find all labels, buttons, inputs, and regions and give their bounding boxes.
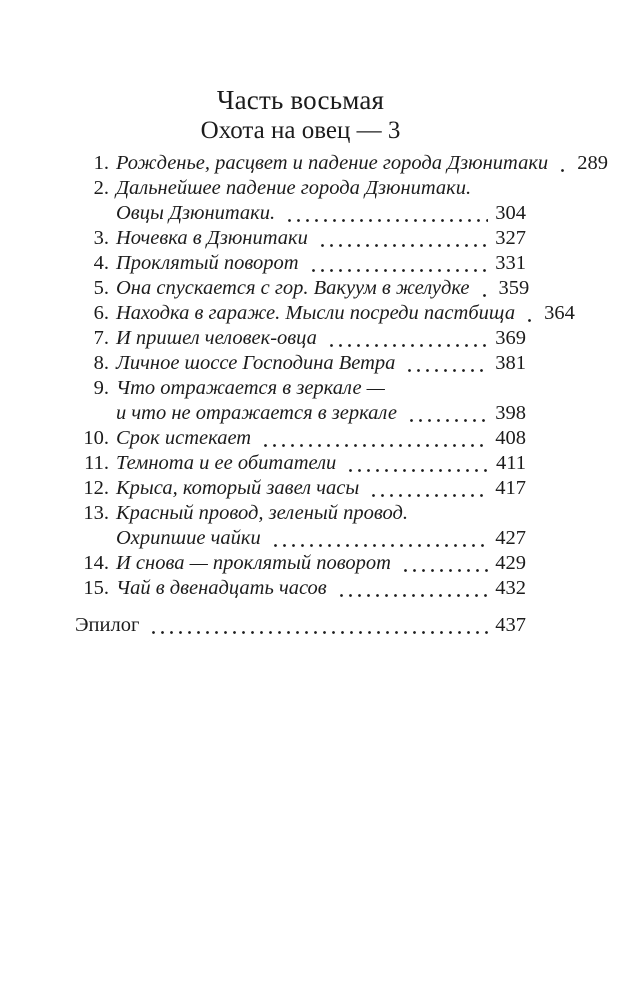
toc-entry-content xyxy=(116,251,526,276)
chapter-title: Темнота и ее обитатели xyxy=(116,452,337,474)
chapter-title: Ночевка в Дзюнитаки xyxy=(116,227,308,249)
page-number: 417 xyxy=(495,477,526,499)
toc-entry-line xyxy=(116,251,526,276)
toc-entry xyxy=(75,576,526,601)
dot-leader xyxy=(407,418,488,423)
toc-entry-line xyxy=(116,451,526,476)
part-title: Часть восьмая xyxy=(216,85,385,115)
page-number: 369 xyxy=(495,327,526,349)
toc-entry-number: 1. xyxy=(93,152,109,174)
page-number: 304 xyxy=(495,202,526,224)
dot-leader xyxy=(261,443,488,448)
dot-leader xyxy=(271,543,489,548)
page-number: 364 xyxy=(544,302,575,324)
chapter-title: Овцы Дзюнитаки. xyxy=(116,202,276,224)
toc-entry-line xyxy=(116,326,526,351)
toc-entry-line xyxy=(116,426,526,451)
toc-entry-number: 10. xyxy=(83,427,109,449)
chapter-title: И снова — проклятый поворот xyxy=(116,552,391,574)
toc-entry-number: 3. xyxy=(93,227,109,249)
page-number: 408 xyxy=(495,427,526,449)
toc-entry-content xyxy=(116,326,526,351)
chapter-title: И пришел человек-овца xyxy=(116,327,317,349)
toc-entry-line xyxy=(116,301,575,326)
chapter-title: Рожденье, расцвет и падение города Дзюнитаки xyxy=(116,152,549,174)
dot-leader xyxy=(346,468,489,473)
page-number: 398 xyxy=(495,402,526,424)
toc-entry-number: 14. xyxy=(83,552,109,574)
dot-leader xyxy=(309,268,489,273)
part-subtitle: Охота на овец — 3 xyxy=(200,117,401,144)
toc-entry xyxy=(75,176,526,226)
toc-entry-line xyxy=(116,576,526,601)
dot-leader xyxy=(149,630,488,635)
toc-entry-content xyxy=(116,576,526,601)
toc-entry-content xyxy=(116,351,526,376)
toc-entry-number: 11. xyxy=(84,452,109,474)
toc-entry-line xyxy=(116,226,526,251)
page-number: 427 xyxy=(495,527,526,549)
toc-entry-number: 4. xyxy=(93,252,109,274)
chapter-title: и что не отражается в зеркале xyxy=(116,402,397,424)
chapter-title: Охрипшие чайки xyxy=(116,527,261,549)
table-of-contents xyxy=(75,151,608,601)
toc-entry-content xyxy=(116,551,526,576)
epilogue-label: Эпилог xyxy=(75,614,140,636)
dot-leader xyxy=(405,368,488,373)
toc-entry-number: 9. xyxy=(93,377,109,399)
page-number: 381 xyxy=(495,352,526,374)
page-number: 327 xyxy=(495,227,526,249)
toc-entry-content xyxy=(116,501,526,551)
chapter-title: Крыса, который завел часы xyxy=(116,477,360,499)
chapter-title: Красный провод, зеленый провод. xyxy=(116,502,409,524)
dot-leader xyxy=(285,218,488,223)
toc-entry-content xyxy=(116,451,526,476)
toc-entry-content xyxy=(116,176,526,226)
toc-entry xyxy=(75,476,526,501)
toc-entry-content xyxy=(116,301,575,326)
toc-entry-number: 7. xyxy=(93,327,109,349)
toc-entry xyxy=(75,276,530,301)
toc-entry xyxy=(75,501,526,551)
chapter-title: Она спускается с гор. Вакуум в желудке xyxy=(116,277,470,299)
toc-entry-number: 5. xyxy=(93,277,109,299)
toc-entry-line xyxy=(116,376,526,401)
page-number: 331 xyxy=(495,252,526,274)
toc-entry-line xyxy=(116,351,526,376)
page-number: 359 xyxy=(498,277,530,299)
dot-leader xyxy=(369,493,488,498)
page-number: 289 xyxy=(577,152,608,174)
dot-leader xyxy=(401,568,488,573)
dot-leader xyxy=(525,318,537,323)
toc-entry-line xyxy=(116,401,526,426)
toc-entry xyxy=(75,301,575,326)
toc-entry xyxy=(75,451,526,476)
dot-leader xyxy=(558,168,570,173)
chapter-title: Чай в двенадцать часов xyxy=(116,577,327,599)
toc-entry-line xyxy=(116,276,530,301)
chapter-title: Срок истекает xyxy=(116,427,252,449)
page-number: 411 xyxy=(496,452,526,474)
toc-entry-number: 12. xyxy=(83,477,109,499)
chapter-title: Что отражается в зеркале — xyxy=(116,377,385,399)
toc-entry xyxy=(75,226,526,251)
page-number: 432 xyxy=(495,577,526,599)
toc-entry xyxy=(75,376,526,426)
toc-entry-content xyxy=(116,376,526,426)
dot-leader xyxy=(318,243,488,248)
toc-entry-number: 15. xyxy=(83,577,109,599)
toc-entry-content xyxy=(116,226,526,251)
toc-entry-number: 6. xyxy=(93,302,109,324)
dot-leader xyxy=(480,293,492,298)
toc-entry-number: 8. xyxy=(93,352,109,374)
toc-entry-line xyxy=(116,526,526,551)
toc-entry-content xyxy=(116,426,526,451)
toc-entry xyxy=(75,251,526,276)
toc-entry-line xyxy=(116,501,526,526)
chapter-title: Дальнейшее падение города Дзюнитаки. xyxy=(116,177,472,199)
toc-entry xyxy=(75,426,526,451)
toc-entry-line xyxy=(116,476,526,501)
toc-entry xyxy=(75,151,608,176)
chapter-title: Проклятый поворот xyxy=(116,252,299,274)
epilogue-page-number: 437 xyxy=(495,614,526,636)
toc-entry-epilogue xyxy=(75,613,526,638)
toc-entry xyxy=(75,551,526,576)
dot-leader xyxy=(337,593,489,598)
toc-entry-number: 2. xyxy=(93,177,109,199)
toc-entry-line xyxy=(116,201,526,226)
toc-entry xyxy=(75,351,526,376)
toc-entry-content xyxy=(116,476,526,501)
toc-entry-content xyxy=(116,151,608,176)
chapter-title: Личное шоссе Господина Ветра xyxy=(116,352,396,374)
toc-entry-line xyxy=(116,151,608,176)
toc-entry-line xyxy=(116,551,526,576)
toc-entry-number: 13. xyxy=(83,502,109,524)
toc-entry-line xyxy=(116,176,526,201)
dot-leader xyxy=(327,343,488,348)
toc-entry xyxy=(75,326,526,351)
toc-entry-content xyxy=(116,276,530,301)
page-number: 429 xyxy=(495,552,526,574)
chapter-title: Находка в гараже. Мысли посреди пастбища xyxy=(116,302,516,324)
